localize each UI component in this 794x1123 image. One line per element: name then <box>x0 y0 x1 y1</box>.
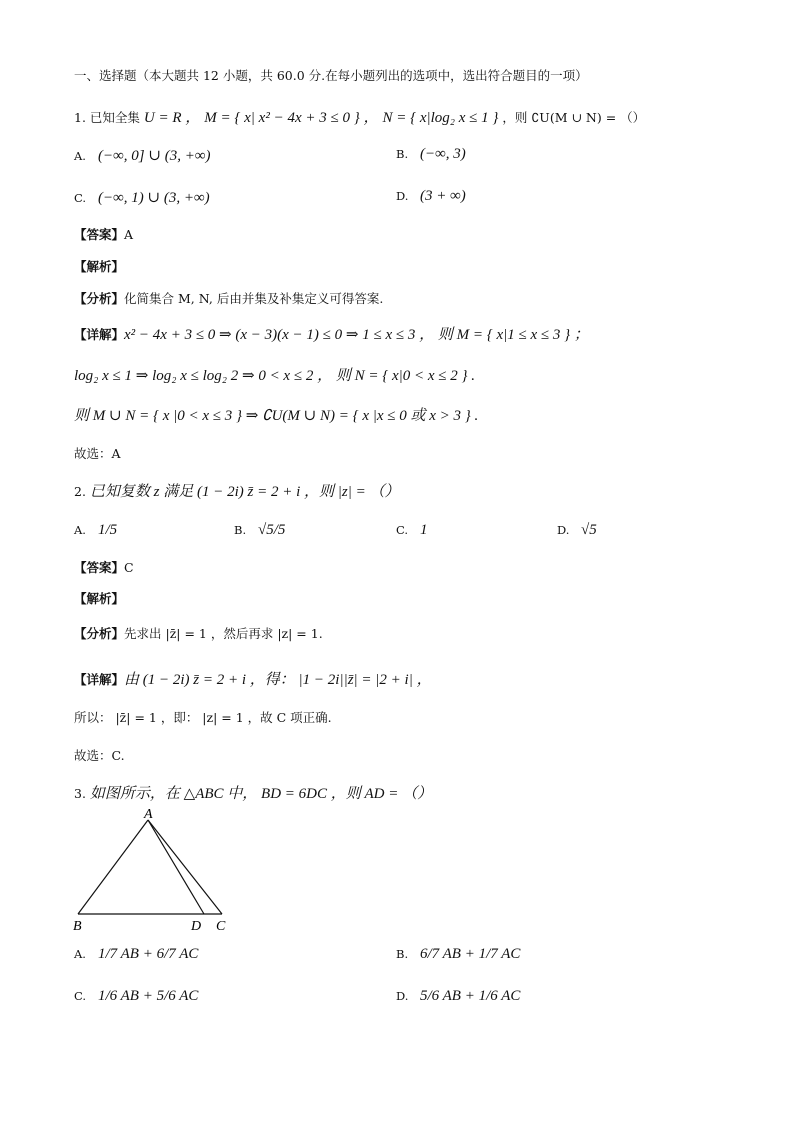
question-1-set-u: U = R ， <box>143 110 201 126</box>
xiangjie-label: 【详解】 <box>74 672 125 687</box>
segment-ad <box>148 820 204 914</box>
question-1-option-a[interactable] <box>74 146 211 165</box>
option-text: (−∞, 0] ∪ (3, +∞) <box>98 148 211 164</box>
triangle-figure <box>70 808 240 933</box>
question-1-set-m: M = { x| x² − 4x + 3 ≤ 0 } ， <box>204 110 379 126</box>
option-key: A. <box>74 947 86 961</box>
section-header: 一、选择题（本大题共 12 小题，共 60.0 分.在每小题列出的选项中，选出符合题目的一项） <box>74 68 588 83</box>
question-1-prefix: 已知全集 <box>89 110 140 125</box>
option-key: C. <box>74 989 87 1003</box>
question-1-fenxi <box>74 289 383 307</box>
fenxi-text: 先求出 |z̄| = 1 ，然后再求 |z| = 1. <box>124 626 323 641</box>
option-text: 1/7 AB + 6/7 AC <box>98 946 199 962</box>
question-1-xiangjie-2: log₂ x ≤ 1 ⇒ log₂ x ≤ log₂ 2 ⇒ 0 < x ≤ 2 ， 则 N = { x|0 < x ≤ 2 } . <box>74 368 475 384</box>
option-key: B. <box>396 947 409 961</box>
question-3-option-a[interactable] <box>74 946 198 963</box>
question-3-option-c[interactable] <box>74 988 198 1005</box>
question-1-option-c[interactable] <box>74 188 210 207</box>
answer-value: A <box>124 227 134 242</box>
question-2-xiangjie-2: 所以： |z̄| = 1 ，即： |z| = 1 ，故 C 项正确. <box>74 710 332 725</box>
question-3-text: 如图所示，在 △ABC 中， BD = 6DC ，则 AD = （） <box>89 786 433 802</box>
question-2-conclusion: 故选：C. <box>74 748 125 763</box>
option-key: A. <box>74 523 86 537</box>
question-1-suffix: ，则 ∁U(M ∪ N) = （） <box>502 110 646 125</box>
question-3-option-b[interactable] <box>396 946 520 963</box>
question-2-option-b[interactable] <box>234 522 285 539</box>
question-2-option-d[interactable] <box>557 522 597 539</box>
question-1-xiangjie-3: 则 M ∪ N = { x |0 < x ≤ 3 } ⇒ ∁U(M ∪ N) = { x |x ≤ 0 或 x > 3 } . <box>74 408 479 424</box>
answer-label: 【答案】 <box>74 227 125 242</box>
side-ab <box>78 820 148 914</box>
fenxi-label: 【分析】 <box>74 626 125 641</box>
option-text: 1/6 AB + 5/6 AC <box>98 988 199 1004</box>
question-2-analysis-label: 【解析】 <box>74 591 125 606</box>
option-text: 1 <box>420 522 428 538</box>
question-2-option-c[interactable] <box>396 522 428 539</box>
option-key: B. <box>396 147 409 161</box>
question-2-answer <box>74 558 134 576</box>
option-key: C. <box>74 191 87 205</box>
vertex-label-d: D <box>191 919 202 933</box>
question-1-set-n: N = { x|log₂ x ≤ 1 } <box>382 110 499 126</box>
question-1-conclusion: 故选：A <box>74 446 121 461</box>
option-text: (−∞, 3) <box>420 146 466 162</box>
option-text: √5/5 <box>258 522 286 538</box>
xiangjie-text: x² − 4x + 3 ≤ 0 ⇒ (x − 3)(x − 1) ≤ 0 ⇒ 1 ≤ x ≤ 3 ， 则 M = { x|1 ≤ x ≤ 3 } ； <box>124 327 589 343</box>
question-2-option-a[interactable] <box>74 522 117 539</box>
side-ac <box>148 820 222 914</box>
question-3-stem <box>74 782 432 803</box>
question-2-fenxi <box>74 624 323 642</box>
option-key: D. <box>557 523 570 537</box>
option-key: B. <box>234 523 247 537</box>
question-3-option-d[interactable] <box>396 988 520 1005</box>
question-1-analysis-label: 【解析】 <box>74 259 125 274</box>
question-1-option-d[interactable] <box>396 188 466 205</box>
question-2-text: 已知复数 z 满足 (1 − 2i) z̄ = 2 + i ，则 |z| = （） <box>89 484 400 500</box>
option-key: A. <box>74 149 86 163</box>
question-2-number: 2. <box>74 484 86 499</box>
question-2-xiangjie-1 <box>74 668 432 689</box>
vertex-label-a: A <box>144 808 153 822</box>
option-key: D. <box>396 189 409 203</box>
xiangjie-text: 由 (1 − 2i) z̄ = 2 + i ，得： |1 − 2i||z̄| = |2 + i| ， <box>124 672 432 688</box>
option-text: (3 + ∞) <box>420 188 466 204</box>
option-text: (−∞, 1) ∪ (3, +∞) <box>98 190 210 206</box>
question-1-xiangjie-1 <box>74 323 589 344</box>
answer-value: C <box>124 560 134 575</box>
answer-label: 【答案】 <box>74 560 125 575</box>
option-text: 5/6 AB + 1/6 AC <box>420 988 521 1004</box>
fenxi-label: 【分析】 <box>74 291 125 306</box>
question-3-number: 3. <box>74 786 86 801</box>
fenxi-text: 化简集合 M, N, 后由并集及补集定义可得答案. <box>124 291 384 306</box>
question-1-stem <box>74 106 645 127</box>
option-text: 6/7 AB + 1/7 AC <box>420 946 521 962</box>
question-2-stem <box>74 480 400 501</box>
question-1-number: 1. <box>74 110 86 125</box>
question-1-answer <box>74 225 133 243</box>
option-key: C. <box>396 523 409 537</box>
question-1-option-b[interactable] <box>396 146 466 163</box>
option-key: D. <box>396 989 409 1003</box>
vertex-label-c: C <box>216 919 226 933</box>
option-text: √5 <box>581 522 597 538</box>
xiangjie-label: 【详解】 <box>74 327 125 342</box>
option-text: 1/5 <box>98 522 118 538</box>
vertex-label-b: B <box>73 919 82 933</box>
